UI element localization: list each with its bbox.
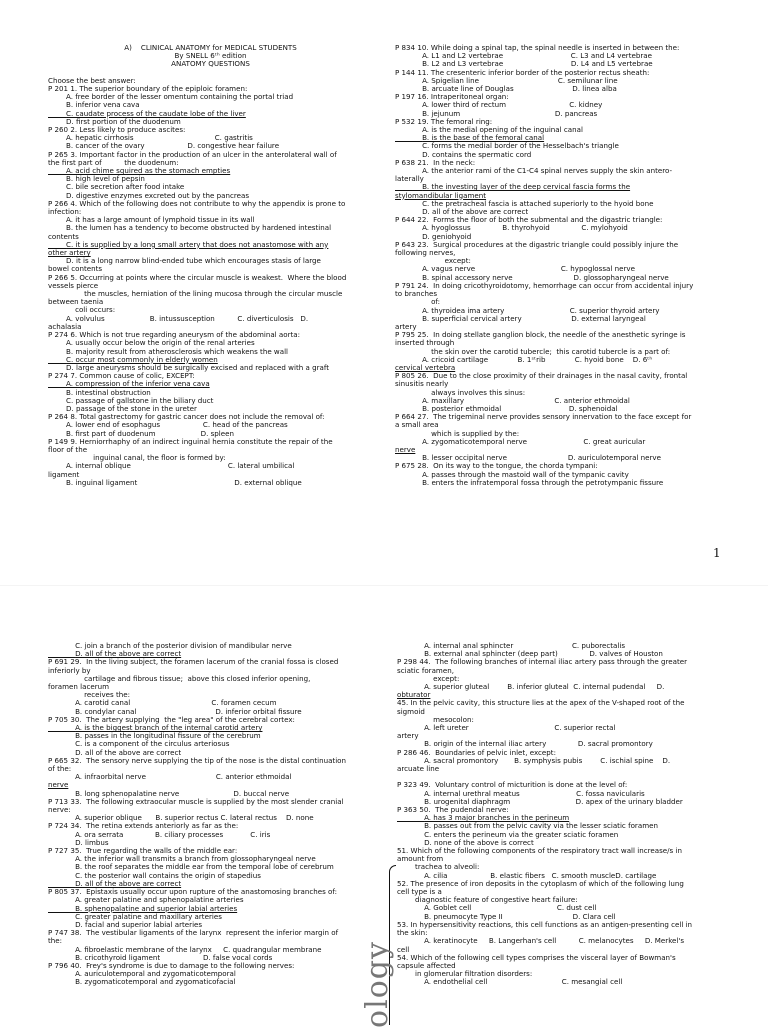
question-text-line: stylomandibular ligament xyxy=(395,190,487,200)
watermark xyxy=(352,935,395,1028)
question-text-line: the first part of the duodenum: xyxy=(48,157,179,167)
question-text-line: B. the lumen has a tendency to become obstructed by hardened intestinal xyxy=(48,223,332,233)
question-text-line: A. acid chime squired as the stomach empties xyxy=(48,166,231,176)
question-text-line: P 791 24. In doing cricothyroidotomy, hemorrhage can occur from accidental injury xyxy=(395,280,694,290)
question-text-line: cartilage and fibrous tissue; above this closed inferior opening, xyxy=(48,673,311,683)
question-text-line: A. usually occur below the origin of the renal arteries xyxy=(48,338,255,348)
question-text-line: other artery xyxy=(48,248,91,258)
question-text-line: A. zygomaticotemporal nerve C. great auricular xyxy=(395,436,646,446)
question-text-line: C. greater palatine and maxillary arteries xyxy=(48,911,222,921)
question-text-line: the: xyxy=(48,936,63,946)
question-text-line: D. large aneurysms should be surgically excised and replaced with a graft xyxy=(48,362,329,372)
question-text-line: P 265 3. Important factor in the production of an ulcer in the anterolateral wall of xyxy=(48,149,337,159)
question-text-line: A. hyoglossus B. thyrohyoid C. mylohyoid xyxy=(395,223,628,233)
question-text-line: A. thyroidea ima artery C. superior thyroid artery xyxy=(395,305,660,315)
question-text-line: P 197 16. Intraperitoneal organ: xyxy=(395,92,509,102)
question-text-line: A. internal anal sphincter C. puborectalis xyxy=(397,641,626,650)
question-text-line: B. cricothyroid ligament D. false vocal cords xyxy=(48,952,273,962)
question-text-line: nerve xyxy=(395,444,416,454)
question-text-line: B. zygomaticotemporal and zygomaticofacial xyxy=(48,977,236,987)
question-text-line: P 727 35. True regarding the walls of the middle ear: xyxy=(48,846,238,856)
question-text-line: B. superficial cervical artery D. external laryngeal xyxy=(395,313,646,323)
question-text-line: C. caudate process of the caudate lobe of the liver xyxy=(48,108,246,118)
question-text-line: cell xyxy=(397,944,410,954)
question-text-line: B. is the base of the femoral canal xyxy=(395,133,545,143)
question-text-line: B. arcuate line of Douglas D. linea alba xyxy=(395,84,617,94)
question-text-line: B. urogenital diaphragm D. apex of the urinary bladder xyxy=(397,796,683,806)
question-text-line: B. first part of duodenum D. spleen xyxy=(48,428,235,438)
question-text-line: B. enters the infratemporal fossa through the petrotympanic fissure xyxy=(395,477,664,487)
question-text-line: always involves this sinus: xyxy=(395,387,526,397)
page-1-left-column xyxy=(48,44,373,487)
question-text-line: A. greater palatine and sphenopalatine arteries xyxy=(48,895,244,905)
question-text-line: A. fibroelastic membrane of the larynx C. quadrangular membrane xyxy=(48,944,322,954)
question-text-line: amount from xyxy=(397,854,444,864)
question-text-line: A. infraorbital nerve C. anterior ethmoidal xyxy=(48,772,292,782)
question-text-line: A. free border of the lesser omentum containing the portal triad xyxy=(48,92,294,102)
question-text-line: nerve xyxy=(48,780,69,790)
question-text-line: A. cilia B. elastic fibers C. smooth muscleD. cartilage xyxy=(397,870,657,880)
question-text-line: P 260 2. Less likely to produce ascites: xyxy=(48,125,186,135)
question-text-line: D. limbus xyxy=(48,837,109,847)
question-text-line: By SNELL 6ᵗʰ edition xyxy=(174,51,247,61)
question-text-line: P 664 27. The trigeminal nerve provides sensory innervation to the face except for xyxy=(395,412,692,422)
question-text-line: D. all of the above are correct xyxy=(48,878,182,888)
question-text-line: diagnostic feature of congestive heart failure: xyxy=(397,895,578,905)
question-text-line: sigmoid xyxy=(397,706,425,716)
question-text-line: 45. In the pelvic cavity, this structure lies at the apex of the V-shaped root of the xyxy=(397,698,685,708)
question-text-line: the skin: xyxy=(397,928,428,938)
question-text-line: B. the roof separates the middle ear from the temporal lobe of cerebrum xyxy=(48,862,334,872)
question-text-line: A. superior oblique B. superior rectus C. lateral rectus D. none xyxy=(48,813,314,823)
question-text-line: B. jejunum D. pancreas xyxy=(395,108,598,118)
question-text-line: C. occur most commonly in elderly women xyxy=(48,354,218,364)
question-text-line: P 691 29. In the living subject, the foramen lacerum of the cranial fossa is closed xyxy=(48,657,339,667)
question-text-line: D. first portion of the duodenum xyxy=(48,116,181,126)
question-text-line: B. intestinal obstruction xyxy=(48,387,151,397)
question-text-line: of the: xyxy=(48,764,72,774)
question-text-line: B. external anal sphincter (deep part) D. valves of Houston xyxy=(397,649,663,659)
question-text-line: P 675 28. On its way to the tongue, the chorda tympani: xyxy=(395,461,598,471)
question-text-line: P 643 23. Surgical procedures at the digastric triangle could possibly injure the xyxy=(395,239,679,249)
question-text-line: P 724 34. The retina extends anteriorly as far as the: xyxy=(48,821,239,831)
question-text-line: obturator xyxy=(397,690,431,700)
question-text-line: C. it is supplied by a long small artery that does not anastomose with any xyxy=(48,239,329,249)
question-text-line: inserted through xyxy=(395,338,455,348)
question-text-line: P 298 44. The following branches of internal iliac artery pass through the greater xyxy=(397,657,688,667)
question-text-line: B. high level of pepsin xyxy=(48,174,145,184)
question-text-line: B. long sphenopalatine nerve D. buccal nerve xyxy=(48,788,290,798)
question-text-line: cervical vertebra xyxy=(395,362,456,372)
question-text-line: P 264 8. Total gastrectomy for gastric cancer does not include the removal of: xyxy=(48,412,325,422)
question-text-line: foramen lacerum xyxy=(48,682,110,692)
question-text-line: P 323 49. Voluntary control of micturition is done at the level of: xyxy=(397,780,628,790)
question-text-line: mesocolon: xyxy=(397,714,474,724)
question-text-line: P 795 25. In doing stellate ganglion block, the needle of the anesthetic syringe is xyxy=(395,330,686,340)
question-text-line: bowel contents xyxy=(48,264,103,274)
question-text-line: the muscles, herniation of the lining mucosa through the circular muscle xyxy=(48,289,343,299)
question-text-line: C. the posterior wall contains the origin of stapedius xyxy=(48,870,261,880)
question-text-line: 52. The presence of iron deposits in the cytoplasm of which of the following lung xyxy=(397,878,684,888)
question-text-line: P 796 40. Frey's syndrome is due to damage to the following nerves: xyxy=(48,960,295,970)
question-text-line: A. is the biggest branch of the internal carotid artery xyxy=(48,723,263,733)
question-text-line: trachea to alveoli: xyxy=(397,862,480,872)
question-text-line: receives the: xyxy=(48,690,130,700)
watermark-text: ology xyxy=(359,941,395,1028)
question-text-line: B. sphenopalatine and superior labial arteries xyxy=(48,903,238,913)
question-text-line: inguinal canal, the floor is formed by: xyxy=(48,453,226,463)
question-text-line: which is supplied by the: xyxy=(395,428,520,438)
question-text-line: P 286 46. Boundaries of pelvic inlet, except: xyxy=(397,747,556,757)
question-text-line: P 266 5. Occurring at points where the circular muscle is weakest. Where the blood xyxy=(48,272,347,282)
question-text-line: B. posterior ethmoidal D. sphenoidal xyxy=(395,403,618,413)
question-text-line: a small area xyxy=(395,420,439,430)
question-text-line: the skin over the carotid tubercle; this carotid tubercle is a part of: xyxy=(395,346,671,356)
question-text-line: floor of the xyxy=(48,444,88,454)
question-text-line: achalasia xyxy=(48,321,82,331)
question-text-line: P 638 21. In the neck: xyxy=(395,157,476,167)
question-text-line: coli occurs: xyxy=(48,305,116,315)
question-text-line: A. endothelial cell C. mesangial cell xyxy=(397,977,623,987)
question-text-line: A. sacral promontory B. symphysis pubis C. ischial spine D. xyxy=(397,755,671,765)
question-text-line: B. L2 and L3 vertebrae D. L4 and L5 vertebrae xyxy=(395,59,653,69)
question-text-line: C. forms the medial border of the Hesselbach's triangle xyxy=(395,141,619,151)
question-text-line: B. condylar canal D. inferior orbital fissure xyxy=(48,706,302,716)
question-text-line: C. bile secretion after food intake xyxy=(48,182,185,192)
question-text-line: D. all of the above are correct xyxy=(48,747,182,757)
question-text-line: A. lower third of rectum C. kidney xyxy=(395,100,603,110)
question-text-line: P 274 6. Which is not true regarding aneurysm of the abdominal aorta: xyxy=(48,330,301,340)
question-text-line: D. contains the spermatic cord xyxy=(395,149,532,159)
question-text-line: C. enters the perineum via the greater sciatic foramen xyxy=(397,829,619,839)
question-text-line: 54. Which of the following cell types comprises the visceral layer of Bowman's xyxy=(397,952,676,962)
question-text-line: 51. Which of the following components of the respiratory tract wall increase/s in xyxy=(397,846,682,856)
question-text-line: A. auriculotemporal and zygomaticotemporal xyxy=(48,969,236,979)
question-text-line: D. none of the above is correct xyxy=(397,837,534,847)
question-text-line: B. passes in the longitudinal fissure of the cerebrum xyxy=(48,731,261,741)
question-text-line: cell type is a xyxy=(397,887,442,897)
question-text-line: P 834 10. While doing a spinal tap, the spinal needle is inserted in between the: xyxy=(395,43,680,52)
question-text-line: capsule affected xyxy=(397,960,456,970)
page-number: 1 xyxy=(713,546,721,560)
question-text-line: arcuate line xyxy=(397,764,440,774)
question-text-line: B. majority result from atherosclerosis which weakens the wall xyxy=(48,346,289,356)
question-text-line: laterally xyxy=(395,174,424,184)
question-text-line: A. internal oblique C. lateral umbilical xyxy=(48,461,295,471)
question-text-line: D. all of the above are correct xyxy=(395,207,529,217)
question-text-line: sinusitis nearly xyxy=(395,379,449,389)
question-text-line: A. left ureter C. superior rectal xyxy=(397,723,616,733)
question-text-line: P 805 37. Epistaxis usually occur upon rupture of the anastomosing branches of: xyxy=(48,887,338,897)
question-text-line: C. the pretracheal fascia is attached superiorly to the hyoid bone xyxy=(395,198,654,208)
question-text-line: except: xyxy=(397,673,460,683)
question-text-line: A. keratinocyte B. Langerhan's cell C. melanocytes D. Merkel's xyxy=(397,936,685,946)
question-text-line: B. the investing layer of the deep cervical fascia forms the xyxy=(395,182,631,192)
question-text-line: P 747 38. The vestibular ligaments of the larynx represent the inferior margin of xyxy=(48,928,339,938)
question-text-line: 53. In hypersensitivity reactions, this cell functions as an antigen-presenting cell in xyxy=(397,919,693,929)
question-text-line: A. lower end of esophagus C. head of the pancreas xyxy=(48,420,288,430)
question-text-line: P 644 22. Forms the floor of both the submental and the digastric triangle: xyxy=(395,215,663,225)
question-text-line: A. compression of the inferior vena cava xyxy=(48,379,210,389)
question-text-line: P 532 19. The femoral ring: xyxy=(395,116,493,126)
question-text-line: A. cricoid cartilage B. 1ˢᵗrib C. hyoid bone D. 6ᵗʰ xyxy=(395,354,653,364)
question-text-line: B. inguinal ligament D. external oblique xyxy=(48,477,302,487)
question-text-line: following nerves, xyxy=(395,248,456,258)
question-text-line: contents xyxy=(48,231,79,241)
question-text-line: P 363 50. The pudendal nerve: xyxy=(397,805,509,815)
question-text-line: P 705 30. The artery supplying the "leg area" of the cerebral cortex: xyxy=(48,714,295,724)
question-text-line: ANATOMY QUESTIONS xyxy=(171,59,250,69)
question-text-line: B. inferior vena cava xyxy=(48,100,140,110)
question-text-line: inferiorly by xyxy=(48,665,91,675)
question-text-line: D. facial and superior labial arteries xyxy=(48,919,203,929)
question-text-line: A. Goblet cell C. dust cell xyxy=(397,903,597,913)
question-text-line: nerve: xyxy=(48,805,71,815)
question-text-line: P 144 11. The cresenteric inferior border of the posterior rectus sheath: xyxy=(395,67,650,77)
question-text-line: B. spinal accessory nerve D. glossopharyngeal nerve xyxy=(395,272,669,282)
question-text-line: C. is a component of the circulus arteriosus xyxy=(48,739,230,749)
question-text-line: A. superior gluteal B. inferior gluteal C. internal pudendal D. xyxy=(397,682,665,692)
question-text-line: infection: xyxy=(48,207,82,217)
question-text-line: D. all of the above are correct xyxy=(48,649,182,659)
question-text-line: A. hepatic cirrhosis C. gastritis xyxy=(48,133,253,143)
question-text-line: P 266 4. Which of the following does not contribute to why the appendix is prone to xyxy=(48,198,346,208)
question-text-line: P 665 32. The sensory nerve supplying the tip of the nose is the distal continuation xyxy=(48,755,347,765)
question-text-line: D. digestive enzymes excreted out by the pancreas xyxy=(48,190,250,200)
question-text-line: A. carotid canal C. foramen cecum xyxy=(48,698,277,708)
question-text-line: B. lesser occipital nerve D. auriculotemporal nerve xyxy=(395,453,661,463)
question-text-line: A. has 3 major branches in the perineum xyxy=(397,813,570,823)
page-2-right-column xyxy=(397,642,725,987)
question-text-line: of: xyxy=(395,297,441,307)
question-text-line: P 805 26. Due to the close proximity of their drainages in the nasal cavity, frontal xyxy=(395,371,688,381)
question-text-line: B. cancer of the ovary D. congestive hear failure xyxy=(48,141,280,151)
question-text-line: between taenia xyxy=(48,297,104,307)
question-text-line: to branches xyxy=(395,289,438,299)
question-text-line: sciatic foramen, xyxy=(397,665,454,675)
question-text-line: artery xyxy=(395,321,417,331)
question-text-line: B. passes out from the pelvic cavity via the lesser sciatic foramen xyxy=(397,821,658,831)
question-text-line: A. passes through the mastoid wall of the tympanic cavity xyxy=(395,469,629,479)
question-text-line: P 201 1. The superior boundary of the epiploic foramen: xyxy=(48,84,248,93)
question-text-line: A. Spigelian line C. semilunar line xyxy=(395,75,618,85)
question-text-line: C. passage of gallstone in the biliary duct xyxy=(48,395,214,405)
question-text-line: in glomerular filtration disorders: xyxy=(397,969,533,979)
question-text-line: A. vagus nerve C. hypoglossal nerve xyxy=(395,264,635,274)
question-text-line: P 149 9. Herniorrhaphy of an indirect inguinal hernia constitute the repair of the xyxy=(48,436,333,446)
page-2-left-column xyxy=(48,642,373,987)
question-text-line: vessels pierce xyxy=(48,280,99,290)
question-text-line: B. pneumocyte Type II D. Clara cell xyxy=(397,911,616,921)
question-text-line: A. ora serrata B. ciliary processes C. iris xyxy=(48,829,271,839)
question-text-line: A) CLINICAL ANATOMY for MEDICAL STUDENTS xyxy=(124,43,297,52)
question-text-line: D. passage of the stone in the ureter xyxy=(48,403,197,413)
question-text-line: C. join a branch of the posterior division of mandibular nerve xyxy=(48,641,292,650)
question-text-line: A. the inferior wall transmits a branch from glossopharyngeal nerve xyxy=(48,854,316,864)
question-text-line: A. L1 and L2 vertebrae C. L3 and L4 vertebrae xyxy=(395,51,653,61)
question-text-line: A. volvulus B. intussusception C. diverticulosis D. xyxy=(48,313,309,323)
question-text-line: Choose the best answer: xyxy=(48,75,136,85)
question-text-line: A. it has a large amount of lymphoid tissue in its wall xyxy=(48,215,255,225)
question-text-line: A. is the medial opening of the inguinal canal xyxy=(395,125,583,135)
question-text-line: D. geniohyoid xyxy=(395,231,472,241)
question-text-line: A. maxillary C. anterior ethmoidal xyxy=(395,395,630,405)
question-text-line: artery xyxy=(397,731,419,741)
question-text-line: P 274 7. Common cause of colic, EXCEPT: xyxy=(48,371,195,381)
question-text-line: B. origin of the internal iliac artery D. sacral promontory xyxy=(397,739,653,749)
question-text-line: P 713 33. The following extraocular muscle is supplied by the most slender cranial xyxy=(48,796,344,806)
question-text-line: ligament xyxy=(48,469,80,479)
question-text-line: A. internal urethral meatus C. fossa navicularis xyxy=(397,788,645,798)
question-text-line: A. the anterior rami of the C1-C4 spinal nerves supply the skin antero- xyxy=(395,166,673,176)
page-1-right-column xyxy=(395,44,725,487)
question-text-line: except: xyxy=(395,256,471,266)
question-text-line: D. it is a long narrow blind-ended tube which encourages stasis of large xyxy=(48,256,321,266)
